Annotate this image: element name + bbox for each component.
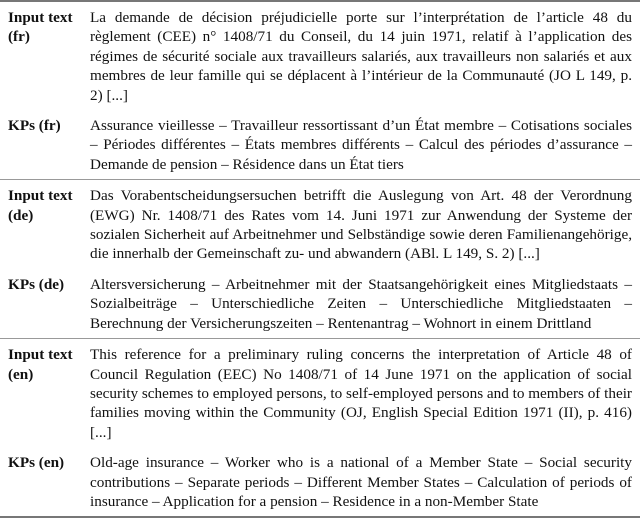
input-text: This reference for a preliminary ruling concerns the interpretation of Article 48 of Council Regulation (EEC) No 1408/71 of 14 June 1971 on the application of social security schemes to employed persons, to self-employed persons and to members of their families moving within the Community (OJ, English Special Edition 1971 (II), p. 416) [...]	[90, 346, 632, 441]
keyphrases: Old-age insurance – Worker who is a national of a Member State – Social security contributions – Separate periods – Different Member States – Calculation of periods of insurance – Application for a pension – Residence in a non-Member State	[90, 454, 632, 510]
input-text: La demande de décision préjudicielle porte sur l’interprétation de l’article 48 du règlement (CEE) n° 1408/71 du Conseil, du 14 juin 1971, relatif à l’application des régimes de sécurité sociale aux travailleurs salariés, aux travailleurs non salariés et aux membres de leur famille qui se déplacent à l’intérieur de la Communauté (JO L 149, p. 2) [...]	[90, 9, 632, 104]
keyphrases: Altersversicherung – Arbeitnehmer mit der Staatsangehörigkeit eines Mitgliedstaats – Sozialbeiträge – Unterschiedliche Zeiten – Unterschiedliche Mitgliedstaaten – Berechnung der Versicherungszeiten – Rentenantrag – Wohnort in einem Drittland	[90, 275, 632, 332]
table-row	[0, 8, 640, 105]
row-label: KPs (de)	[8, 275, 65, 293]
row-label: Input text (fr)	[8, 9, 73, 46]
row-label: Input text (de)	[8, 187, 73, 224]
input-text: Das Vorabentscheidungsersuchen betrifft die Auslegung von Art. 48 der Verordnung (EWG) Nr. 1408/71 des Rates vom 14. Juni 1971 zur Anwendung der Systeme der sozialen Sicherheit auf Arbeitnehmer und Selbständige sowie deren Familienangehörige, die innerhalb der Gemeinschaft zu- und abwandern (ABl. L 149, S. 2) [...]	[90, 187, 632, 263]
group-de	[0, 180, 640, 338]
table-row	[0, 116, 640, 174]
table-row	[0, 275, 640, 333]
row-label: KPs (en)	[8, 454, 65, 472]
table-row	[0, 345, 640, 442]
table-row	[0, 453, 640, 511]
row-label: KPs (fr)	[8, 117, 61, 135]
group-en	[0, 339, 640, 516]
group-fr	[0, 2, 640, 179]
table-row	[0, 186, 640, 264]
keyphrases: Assurance vieillesse – Travailleur ressortissant d’un État membre – Cotisations sociales – Périodes différentes – États membres différents – Calcul des périodes d’assurance – Demande de pension – Résidence dans un État tiers	[90, 117, 632, 173]
row-label: Input text (en)	[8, 346, 73, 383]
